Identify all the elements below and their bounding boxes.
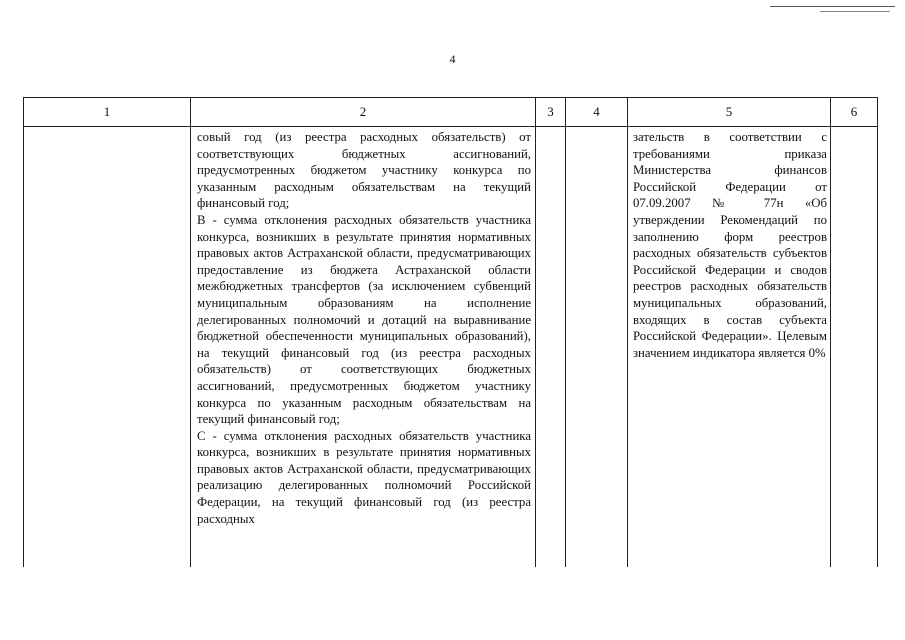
table-cell-col2 xyxy=(191,127,536,568)
table-cell-col6 xyxy=(831,127,878,568)
column-header: 6 xyxy=(831,98,878,127)
table-cell-col1 xyxy=(24,127,191,568)
column-header: 1 xyxy=(24,98,191,127)
column-header: 4 xyxy=(566,98,628,127)
column-header: 5 xyxy=(628,98,831,127)
data-table xyxy=(23,97,878,567)
table-cell-col3 xyxy=(536,127,566,568)
col2-paragraph: В - сумма отклонения расходных обязательств участника конкурса, возникших в результате принятия нормативных правовых актов Астраханской области, предусматривающих предоставление из бюджета Астраханской области межбюджетных трансфертов (за исключением субвенций муниципальным образованиям на исполнение делегированных полномочий и дотаций на выравнивание бюджетной обеспеченности муниципальных образований), на текущий финансовый год (из реестра расходных обязательств) от соответствующих бюджетных ассигнований, предусмотренных бюджетом участнику конкурса по указанным расходным обязательствам на текущий финансовый год; xyxy=(197,212,531,427)
column-header: 3 xyxy=(536,98,566,127)
col2-paragraph: С - сумма отклонения расходных обязательств участника конкурса, возникших в результате принятия нормативных правовых актов Астраханской области, предусматривающих реализацию делегированных полномочий Российской Федерации, на текущий финансовый год (из реестра расходных xyxy=(197,428,531,526)
col5-paragraph: зательств в соответствии с требованиями приказа Министерства финансов Российской Федерации от 07.09.2007 № 77н «Об утверждении Рекомендаций по заполнению форм реестров расходных обязательств субъектов Российской Федерации и сводов реестров расходных обязательств муниципальных образований, входящих в состав субъекта Российской Федерации». Целевым значением индикатора является 0% xyxy=(633,130,827,360)
table-cell-col4 xyxy=(566,127,628,568)
col2-paragraph: совый год (из реестра расходных обязательств) от соответствующих бюджетных ассигнований, предусмотренных бюджетом участнику конкурса по указанным расходным обязательствам на текущий финансовый год; xyxy=(197,130,531,211)
page-number: 4 xyxy=(449,52,456,66)
table-row xyxy=(24,127,878,568)
table-cell-col5 xyxy=(628,127,831,568)
scan-artifact-line xyxy=(820,11,890,12)
column-header: 2 xyxy=(191,98,536,127)
scan-artifact-line xyxy=(770,6,895,7)
table-header-row xyxy=(24,98,878,127)
